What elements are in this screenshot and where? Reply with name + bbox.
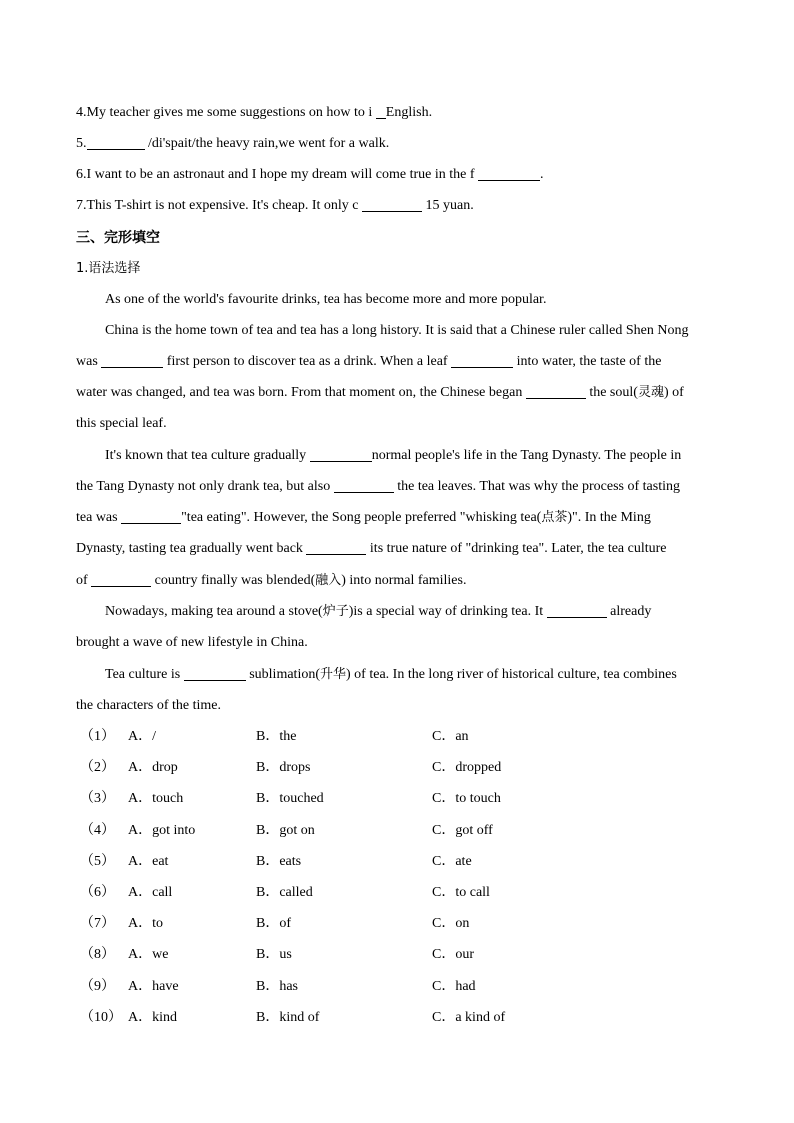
option-b[interactable]: B．kind of (256, 1009, 320, 1025)
option-c[interactable]: C．had (432, 978, 476, 994)
option-c[interactable]: C．ate (432, 853, 472, 869)
option-a[interactable]: A．kind (128, 1009, 177, 1025)
option-a[interactable]: A．have (128, 978, 179, 994)
chinese-gloss: 融入 (315, 573, 342, 588)
option-row (76, 759, 716, 777)
chinese-gloss: 炉子 (322, 604, 349, 619)
question-4-text: 4.My teacher gives me some suggestions on how to i (76, 105, 376, 120)
option-number: （4） (80, 822, 115, 838)
question-7-text: 7.This T-shirt is not expensive. It's cheap. It only c (76, 198, 362, 213)
option-number: （7） (80, 916, 115, 932)
sub-title: 1.语法选择 (76, 261, 141, 276)
chinese-gloss: 灵魂 (637, 385, 664, 400)
answer-blank-10[interactable] (184, 666, 246, 681)
option-number: （2） (80, 760, 115, 776)
passage-p3-line-5: of country finally was blended(融入) into normal families. (76, 573, 467, 588)
option-a[interactable]: A．touch (128, 791, 184, 807)
option-c[interactable]: C．got off (432, 822, 493, 838)
passage-p3-line-3: tea was "tea eating". However, the Song people preferred "whisking tea(点茶)". In the Ming (76, 510, 651, 525)
option-row (76, 915, 716, 933)
passage-p2-line-2 (76, 353, 718, 371)
question-5-text: /di'spait/the heavy rain,we went for a walk. (144, 136, 390, 151)
option-a[interactable]: A．to (128, 916, 163, 932)
option-b[interactable]: B．the (256, 729, 297, 744)
question-4-text-end: English. (385, 105, 433, 120)
option-number: （1） (80, 729, 115, 744)
passage-p3-line-4: Dynasty, tasting tea gradually went back its true nature of "drinking tea". Later, the tea culture (76, 541, 667, 556)
option-c[interactable]: C．to touch (432, 791, 501, 807)
answer-blank[interactable] (87, 135, 145, 150)
option-row (76, 946, 716, 964)
option-row (76, 1009, 716, 1027)
passage-p2-line-4: this special leaf. (76, 416, 167, 431)
option-number: （8） (80, 947, 115, 963)
answer-blank-9[interactable] (547, 603, 607, 618)
option-c[interactable]: C．an (432, 729, 469, 744)
option-c[interactable]: C．a kind of (432, 1009, 506, 1025)
passage-paragraph-1: As one of the world's favourite drinks, tea has become more and more popular. (105, 292, 547, 307)
answer-blank[interactable] (362, 197, 422, 212)
question-7 (76, 197, 474, 215)
option-b[interactable]: B．us (256, 947, 292, 963)
answer-blank[interactable] (478, 166, 540, 181)
option-b[interactable]: B．called (256, 885, 313, 900)
option-number: （10） (80, 1009, 122, 1025)
option-number: （9） (80, 978, 115, 994)
chinese-gloss: 点茶 (541, 510, 568, 525)
option-b[interactable]: B．got on (256, 822, 315, 838)
question-6-text: 6.I want to be an astronaut and I hope my dream will come true in the f (76, 167, 478, 182)
option-row (76, 790, 716, 808)
option-number: （5） (80, 853, 115, 869)
section-title: 三、完形填空 (76, 230, 160, 246)
option-b[interactable]: B．touched (256, 791, 324, 807)
option-row (76, 978, 716, 996)
answer-blank-7[interactable] (306, 540, 366, 555)
passage-p2-line-1 (105, 322, 718, 340)
passage-p2-line-3: water was changed, and tea was born. From that moment on, the Chinese began the soul(灵魂) of (76, 385, 684, 400)
chinese-gloss: 升华 (320, 667, 347, 682)
option-a[interactable]: A．drop (128, 760, 178, 776)
option-b[interactable]: B．eats (256, 853, 302, 869)
answer-blank-3[interactable] (526, 384, 586, 399)
passage-p3-line-1: It's known that tea culture gradually normal people's life in the Tang Dynasty. The people in (105, 448, 682, 463)
answer-blank-2[interactable] (451, 353, 513, 368)
option-row (76, 822, 716, 840)
passage-p4-line-2: brought a wave of new lifestyle in China. (76, 635, 308, 650)
answer-blank-4[interactable] (310, 447, 372, 462)
answer-blank-5[interactable] (334, 478, 394, 493)
passage-p4-line-1: Nowadays, making tea around a stove(炉子)is a special way of drinking tea. It already (105, 604, 652, 619)
answer-blank-8[interactable] (91, 572, 151, 587)
option-a[interactable]: A．call (128, 885, 173, 900)
question-6-text-end: . (540, 167, 544, 182)
question-7-text-end: 15 yuan. (421, 198, 474, 213)
answer-blank[interactable] (376, 104, 386, 119)
option-a[interactable]: A．/ (128, 729, 156, 744)
passage-p5-line-2: the characters of the time. (76, 698, 221, 713)
answer-blank-1[interactable] (101, 353, 163, 368)
option-a[interactable]: A．eat (128, 853, 169, 869)
option-b[interactable]: B．has (256, 978, 298, 994)
option-row (76, 884, 716, 902)
option-b[interactable]: B．drops (256, 760, 311, 776)
option-row (76, 853, 716, 871)
option-a[interactable]: A．got into (128, 822, 196, 838)
option-c[interactable]: C．on (432, 916, 470, 932)
answer-blank-6[interactable] (121, 509, 181, 524)
option-row (76, 728, 716, 746)
option-b[interactable]: B．of (256, 916, 291, 932)
option-a[interactable]: A．we (128, 947, 169, 963)
question-5-number: 5. (76, 136, 87, 151)
passage-p3-line-2: the Tang Dynasty not only drank tea, but also the tea leaves. That was why the process of tasting (76, 479, 680, 494)
question-5 (76, 135, 389, 153)
option-c[interactable]: C．dropped (432, 760, 502, 776)
option-number: （6） (80, 885, 115, 900)
passage-text: China is the home town of tea and tea has a long history. It is said that a Chinese ruler called Shen Nong (105, 323, 689, 338)
option-number: （3） (80, 791, 115, 807)
passage-text: was first person to discover tea as a drink. When a leaf into water, the taste of the (76, 354, 662, 369)
option-c[interactable]: C．our (432, 947, 474, 963)
question-4 (76, 104, 432, 122)
passage-p5-line-1: Tea culture is sublimation(升华) of tea. In the long river of historical culture, tea combines (105, 667, 677, 682)
option-c[interactable]: C．to call (432, 885, 490, 900)
question-6 (76, 166, 544, 184)
